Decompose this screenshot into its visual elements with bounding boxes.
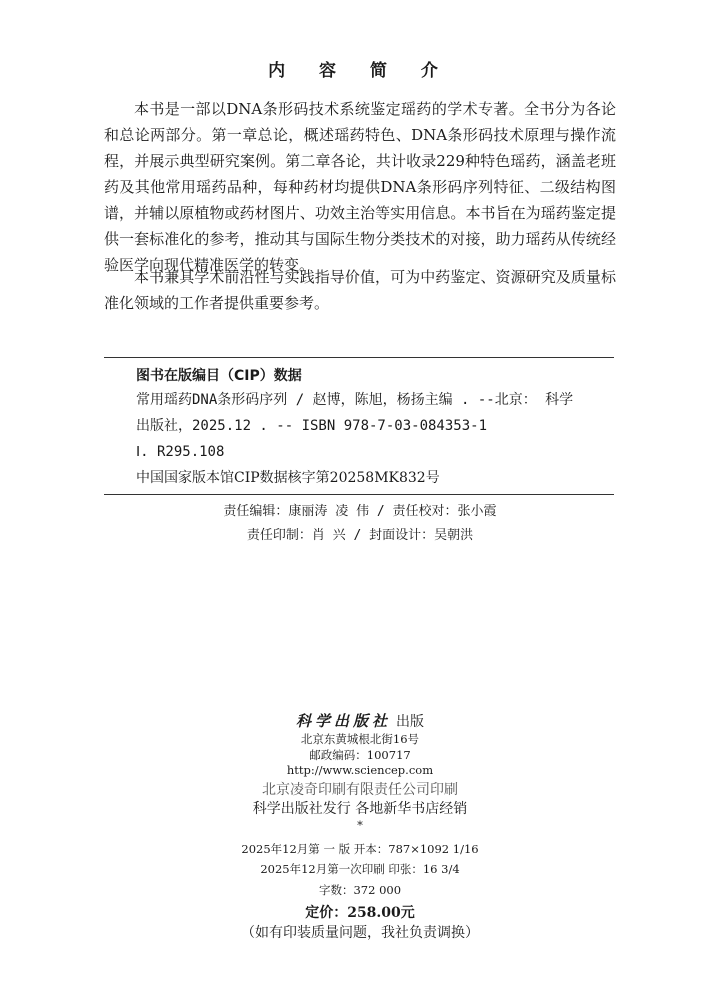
publisher-address: 北京东黄城根北街16号	[300, 732, 420, 746]
publisher-suffix: 出版	[396, 714, 425, 730]
staff-production: 责任印制：肖 兴 / 封面设计：吴朝洪	[246, 528, 474, 543]
word-count: 字数：372 000	[318, 883, 402, 897]
staff-editors: 责任编辑：康丽涛 凌 伟 / 责任校对：张小霞	[223, 504, 497, 519]
edition-info: 2025年12月第 一 版 开本：787×1092 1/16	[241, 842, 479, 856]
cip-classification: Ⅰ. R295.108	[136, 444, 225, 460]
cip-entry-line-2: 出版社，2025.12 . -- ISBN 978-7-03-084353-1	[136, 418, 488, 434]
distribution-info: 科学出版社发行 各地新华书店经销	[252, 801, 468, 817]
cip-bottom-divider	[104, 494, 614, 495]
summary-paragraph-2: 本书兼具学术前沿性与实践指导价值，可为中药鉴定、资源研究及质量标准化领域的工作者提供重要参考。	[104, 268, 616, 312]
publisher-postcode: 邮政编码：100717	[309, 748, 411, 762]
summary-paragraph-1: 本书是一部以DNA条形码技术系统鉴定瑶药的学术专著。全书分为各论和总论两部分。第一章总论，概述瑶药特色、DNA条形码技术原理与操作流程，并展示典型研究案例。第二章各论，共计收录229种特色瑶药，涵盖老班药及其他常用瑶药品种，每种药材均提供DNA条形码序列特征、二级结构图谱，并辅以原植物或药材图片、功效主治等实用信息。本书旨在为瑶药鉴定提供一套标准化的参考，推动其与国际生物分类技术的对接，助力瑶药从传统经验医学向现代精准医学的转变。	[104, 100, 616, 274]
summary-title: 内 容 简 介	[268, 61, 452, 81]
cip-record-number: 中国国家版本馆CIP数据核字第20258MK832号	[136, 470, 440, 486]
cip-heading: 图书在版编目（CIP）数据	[136, 368, 302, 384]
publisher-website: http://www.sciencep.com	[286, 763, 434, 777]
publisher-name: 科学出版社	[295, 712, 391, 730]
publisher-line	[0, 710, 720, 731]
price: 定价：258.00元	[305, 905, 415, 921]
cip-entry-line-1: 常用瑶药DNA条形码序列 / 赵博，陈旭，杨扬主编 . --北京： 科学	[136, 392, 574, 408]
printing-info: 2025年12月第一次印刷 印张：16 3/4	[260, 862, 460, 876]
printer-info: 北京凌奇印刷有限责任公司印刷	[262, 782, 458, 798]
cip-top-divider	[104, 357, 614, 358]
quality-notice: （如有印装质量问题，我社负责调换）	[241, 925, 479, 941]
separator-star: *	[357, 818, 363, 832]
